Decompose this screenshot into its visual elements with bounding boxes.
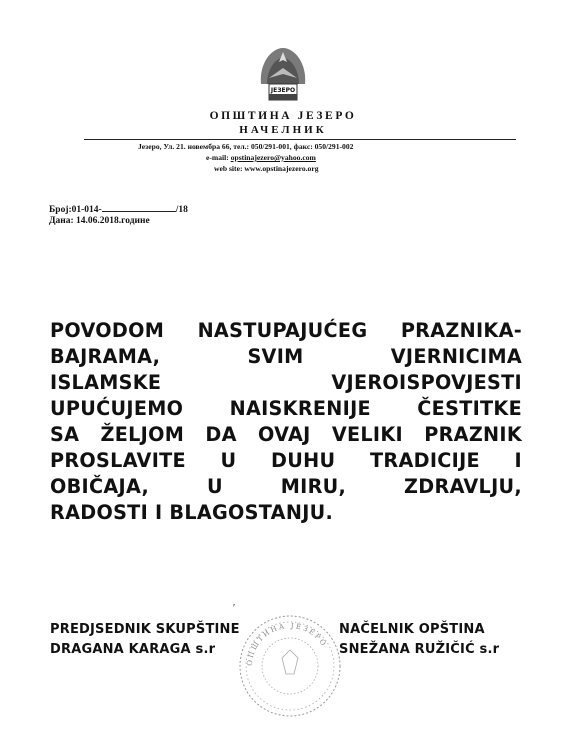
- pen-mark-icon: ʹ: [233, 603, 236, 614]
- org-name: ОПШТИНА ЈЕЗЕРО: [209, 110, 357, 122]
- message-line: BAJRAMA, SVIM VJERNICIMA: [50, 345, 522, 368]
- message-line: ISLAMSKE VJEROISPOVJESTI: [50, 371, 522, 394]
- email-label: e-mail:: [206, 153, 229, 162]
- signature-left-title: PREDJSEDNIK SKUPŠTINE: [50, 622, 240, 637]
- org-subtitle: НАЧЕЛНИК: [239, 124, 327, 136]
- message-line: OBIČAJA, U MIRU, ZDRAVLJU,: [50, 475, 522, 498]
- web-label: web site:: [214, 164, 243, 173]
- email-line: [206, 153, 316, 162]
- message-line: PROSLAVITE U DUHU TRADICIJE I: [50, 449, 522, 472]
- signature-right-name: SNEŽANA RUŽIČIĆ s.r: [339, 642, 500, 657]
- header-rule: [84, 139, 516, 140]
- logo-label: ЈЕЗЕРО: [270, 87, 296, 94]
- web-line: [214, 164, 319, 173]
- reference-number-blank: [102, 203, 176, 212]
- municipality-crest-icon: [253, 44, 313, 112]
- signature-right-title: NAČELNIK OPŠTINA: [339, 622, 485, 637]
- signature-right: [339, 620, 499, 660]
- svg-text:ОПШТИНА ЈЕЗЕРО: [246, 622, 329, 666]
- reference-number: [49, 203, 188, 215]
- signature-left: [50, 620, 240, 660]
- greeting-message: [50, 318, 522, 526]
- signature-left-name: DRAGANA KARAGA s.r: [50, 642, 216, 657]
- address-line: Језеро, Ул. 21. новембра 66, тел.: 050/291-001, факс: 050/291-002: [138, 142, 354, 151]
- message-line: POVODOM NASTUPAJUĆEG PRAZNIKA-: [50, 319, 522, 342]
- reference-number-label: Број:01-014-: [49, 205, 102, 215]
- official-round-seal-icon: [236, 612, 344, 720]
- reference-number-suffix: /18: [175, 205, 188, 215]
- message-line: RADOSTI I BLAGOSTANJU.: [50, 501, 334, 524]
- reference-date: Дана: 14.06.2018.године: [49, 216, 150, 226]
- seal-text: ОПШТИНА ЈЕЗЕРО: [245, 621, 329, 667]
- message-line: UPUĆUJEMO NAISKRENIJE ČESTITKE: [50, 397, 522, 420]
- message-line: SA ŽELJOM DA OVAJ VELIKI PRAZNIK: [50, 423, 522, 446]
- web-link[interactable]: www.opstinajezero.org: [244, 164, 319, 173]
- email-link[interactable]: opstinajezero@yahoo.com: [230, 153, 316, 162]
